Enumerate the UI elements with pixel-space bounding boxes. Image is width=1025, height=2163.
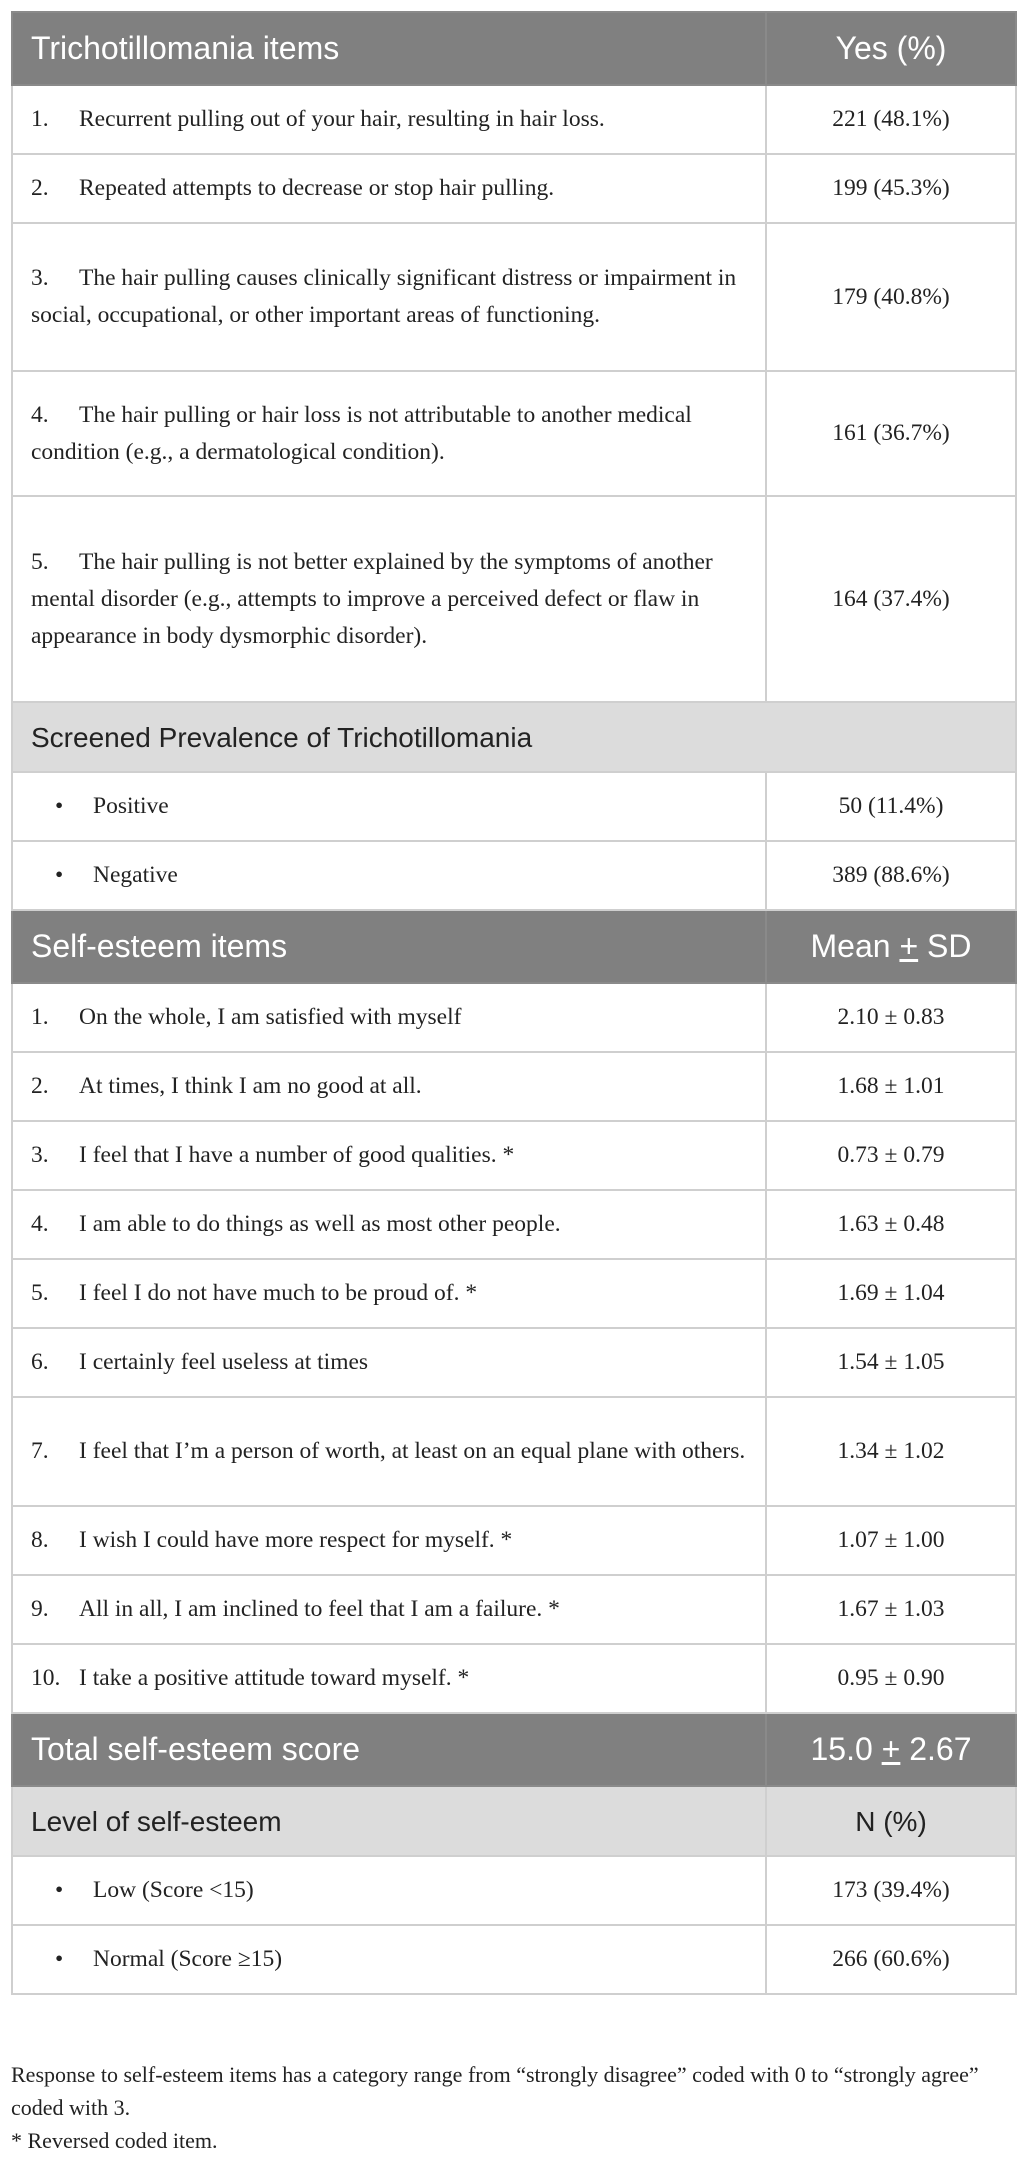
item-text: Recurrent pulling out of your hair, resulting in hair loss. xyxy=(79,106,605,132)
item-text: At times, I think I am no good at all. xyxy=(79,1073,422,1099)
level-section-row xyxy=(12,1786,1016,1856)
bullet-icon: • xyxy=(55,1946,64,1972)
item-value: 1.63 ± 0.48 xyxy=(766,1190,1016,1259)
table-row xyxy=(12,1259,1016,1328)
header-label: Self-esteem items xyxy=(12,910,766,983)
row-label: Negative xyxy=(93,862,178,888)
table-row xyxy=(12,772,1016,841)
row-label: Positive xyxy=(93,793,169,819)
table-row xyxy=(12,496,1016,702)
table-row xyxy=(12,1328,1016,1397)
item-text: I feel I do not have much to be proud of. * xyxy=(79,1280,478,1306)
total-score-row xyxy=(12,1713,1016,1786)
item-value: 221 (48.1%) xyxy=(766,85,1016,154)
item-value: 1.07 ± 1.00 xyxy=(766,1506,1016,1575)
self-esteem-header-row xyxy=(12,910,1016,983)
table-row xyxy=(12,983,1016,1052)
item-value: 1.34 ± 1.02 xyxy=(766,1397,1016,1506)
table-row xyxy=(12,223,1016,371)
row-value: 173 (39.4%) xyxy=(766,1856,1016,1925)
footnote: * Reversed coded item. xyxy=(11,2128,218,2153)
table-row xyxy=(12,1575,1016,1644)
item-number: 1. xyxy=(31,1004,49,1030)
table-row xyxy=(12,154,1016,223)
bullet-icon: • xyxy=(55,862,64,888)
table-row xyxy=(12,1052,1016,1121)
item-number: 3. xyxy=(31,265,49,291)
item-value: 1.67 ± 1.03 xyxy=(766,1575,1016,1644)
table-row xyxy=(12,1506,1016,1575)
table-footnotes xyxy=(11,2058,1021,2157)
item-text: On the whole, I am satisfied with myself xyxy=(79,1004,462,1030)
item-value: 1.68 ± 1.01 xyxy=(766,1052,1016,1121)
item-text: I am able to do things as well as most other people. xyxy=(79,1211,561,1237)
item-number: 1. xyxy=(31,106,49,132)
table-row xyxy=(12,1644,1016,1713)
row-value: 50 (11.4%) xyxy=(766,772,1016,841)
header-label: Trichotillomania items xyxy=(12,12,766,85)
bullet-icon: • xyxy=(55,793,64,819)
item-text: I wish I could have more respect for myself. * xyxy=(79,1527,513,1553)
prevalence-section-row xyxy=(12,702,1016,772)
results-table xyxy=(11,11,1017,1995)
item-number: 5. xyxy=(31,548,49,575)
bullet-icon: • xyxy=(55,1877,64,1903)
item-value: 0.73 ± 0.79 xyxy=(766,1121,1016,1190)
total-label: Total self-esteem score xyxy=(12,1713,766,1786)
item-value: 164 (37.4%) xyxy=(766,496,1016,702)
item-text: I feel that I’m a person of worth, at least on an equal plane with others. xyxy=(79,1438,746,1464)
trichotillomania-header-row xyxy=(12,12,1016,85)
item-text: All in all, I am inclined to feel that I am a failure. * xyxy=(79,1596,560,1622)
item-number: 5. xyxy=(31,1280,49,1306)
item-number: 4. xyxy=(31,1211,49,1237)
header-value: Mean + SD xyxy=(766,910,1016,983)
item-text: The hair pulling or hair loss is not attributable to another medical condition (e.g., a dermatological condition). xyxy=(31,401,692,465)
item-number: 9. xyxy=(31,1596,49,1622)
header-value: Yes (%) xyxy=(766,12,1016,85)
item-text: I feel that I have a number of good qualities. * xyxy=(79,1142,515,1168)
item-text: The hair pulling causes clinically significant distress or impairment in social, occupational, or other important areas of functioning. xyxy=(31,265,737,328)
table-row xyxy=(12,85,1016,154)
table-row xyxy=(12,841,1016,910)
item-value: 161 (36.7%) xyxy=(766,371,1016,496)
item-text: I take a positive attitude toward myself. * xyxy=(79,1665,470,1691)
table-row xyxy=(12,1121,1016,1190)
row-label: Normal (Score ≥15) xyxy=(93,1946,283,1972)
item-number: 4. xyxy=(31,401,49,428)
section-label: Screened Prevalence of Trichotillomania xyxy=(12,702,1016,772)
item-number: 10. xyxy=(31,1665,61,1691)
table-row xyxy=(12,1856,1016,1925)
row-value: 389 (88.6%) xyxy=(766,841,1016,910)
row-value: 266 (60.6%) xyxy=(766,1925,1016,1994)
table-row xyxy=(12,371,1016,496)
total-value: 15.0 + 2.67 xyxy=(766,1713,1016,1786)
item-value: 2.10 ± 0.83 xyxy=(766,983,1016,1052)
item-number: 6. xyxy=(31,1349,49,1375)
item-number: 3. xyxy=(31,1142,49,1168)
section-value: N (%) xyxy=(766,1786,1016,1856)
item-text: Repeated attempts to decrease or stop hair pulling. xyxy=(79,175,555,201)
item-value: 0.95 ± 0.90 xyxy=(766,1644,1016,1713)
item-number: 8. xyxy=(31,1527,49,1553)
footnote: Response to self-esteem items has a category range from “strongly disagree” coded with 0 to “strongly agree” coded with 3. xyxy=(11,2062,979,2120)
table-row xyxy=(12,1190,1016,1259)
item-value: 1.69 ± 1.04 xyxy=(766,1259,1016,1328)
section-label: Level of self-esteem xyxy=(12,1786,766,1856)
item-number: 7. xyxy=(31,1438,49,1464)
item-text: I certainly feel useless at times xyxy=(79,1349,369,1375)
item-value: 179 (40.8%) xyxy=(766,223,1016,371)
table-row xyxy=(12,1397,1016,1506)
row-label: Low (Score <15) xyxy=(93,1877,254,1903)
item-number: 2. xyxy=(31,175,49,201)
table-row xyxy=(12,1925,1016,1994)
item-value: 199 (45.3%) xyxy=(766,154,1016,223)
item-value: 1.54 ± 1.05 xyxy=(766,1328,1016,1397)
item-text: The hair pulling is not better explained by the symptoms of another mental disorder (e.g., attempts to improve a perceived defect or flaw in appearance in body dysmorphic disorder). xyxy=(31,548,713,649)
item-number: 2. xyxy=(31,1073,49,1099)
